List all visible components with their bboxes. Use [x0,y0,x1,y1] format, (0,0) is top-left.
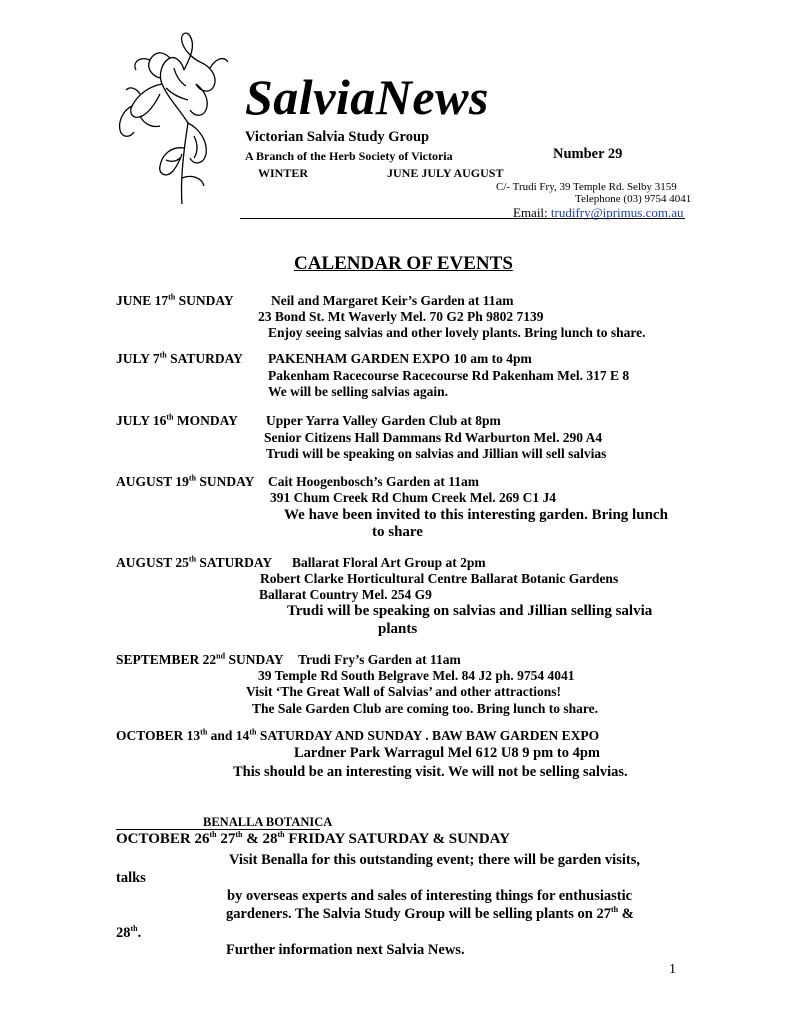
event-title: Neil and Margaret Keir’s Garden at 11am [271,293,514,308]
season: WINTER [258,166,309,180]
event-address: 39 Temple Rd South Belgrave Mel. 84 J2 ph. 9754 4041 [258,668,575,683]
event-date: JULY 16th MONDAY [116,412,238,428]
calendar-heading: CALENDAR OF EVENTS [294,253,513,274]
event-note-wrap: to share [372,524,423,540]
header-rule [240,218,685,219]
months: JUNE JULY AUGUST [387,166,504,180]
email-link[interactable]: trudifry@iprimus.com.au [550,205,684,220]
event-address: Lardner Park Warragul Mel 612 U8 9 pm to 4pm [294,745,600,761]
event-note: Visit ‘The Great Wall of Salvias’ and other attractions! [246,684,561,699]
event-date: AUGUST 19th SUNDAY [116,473,255,489]
event-address: 391 Chum Creek Rd Chum Creek Mel. 269 C1 J4 [270,490,556,505]
event-note-wrap: plants [378,621,418,637]
benalla-dates: OCTOBER 26th 27th & 28th FRIDAY SATURDAY & SUNDAY [116,830,510,847]
event-title: Cait Hoogenbosch’s Garden at 11am [268,474,480,489]
branch-name: A Branch of the Herb Society of Victoria [245,149,453,163]
event-address: Senior Citizens Hall Dammans Rd Warburton Mel. 290 A4 [264,430,603,445]
event-title: Ballarat Floral Art Group at 2pm [292,555,486,570]
issue-number: Number 29 [553,146,623,162]
event-note: This should be an interesting visit. We will not be selling salvias. [233,764,628,780]
email-label: Email: [513,205,548,220]
event-date: AUGUST 25th SATURDAY [116,554,273,570]
benalla-heading: BENALLA BOTANICA [203,815,333,829]
event-title: PAKENHAM GARDEN EXPO 10 am to 4pm [268,351,532,366]
salvia-flower-drawing [110,28,235,206]
event-note-2: The Sale Garden Club are coming too. Bring lunch to share. [252,701,599,716]
newsletter-title: SalviaNews [245,69,489,125]
event-note: We will be selling salvias again. [268,384,449,399]
page-number: 1 [669,962,676,977]
event-address-2: Ballarat Country Mel. 254 G9 [259,587,432,602]
contact-address: C/- Trudi Fry, 39 Temple Rd. Selby 3159 [496,181,677,193]
benalla-text-wrap: talks [116,870,146,886]
benalla-text-wrap: 28th. [116,924,142,941]
event-title: Trudi Fry’s Garden at 11am [298,652,461,667]
event-date: OCTOBER 13th and 14th SATURDAY AND SUNDAY . BAW BAW GARDEN EXPO [116,727,600,743]
event-address: Pakenham Racecourse Racecourse Rd Pakenham Mel. 317 E 8 [268,368,630,383]
benalla-text: Visit Benalla for this outstanding event; there will be garden visits, [229,852,640,868]
org-name: Victorian Salvia Study Group [245,129,430,145]
event-address: Robert Clarke Horticultural Centre Ballarat Botanic Gardens [260,571,619,586]
event-title: Upper Yarra Valley Garden Club at 8pm [266,413,501,428]
event-note: Enjoy seeing salvias and other lovely plants. Bring lunch to share. [268,325,646,340]
benalla-text: by overseas experts and sales of interesting things for enthusiastic [227,888,633,904]
event-date: JUNE 17th SUNDAY [116,292,234,308]
contact-telephone: Telephone (03) 9754 4041 [575,193,692,205]
event-address: 23 Bond St. Mt Waverly Mel. 70 G2 Ph 9802 7139 [258,309,544,324]
event-note: Trudi will be speaking on salvias and Jillian will sell salvias [266,446,607,461]
event-note: Trudi will be speaking on salvias and Jillian selling salvia [287,603,653,619]
benalla-text: gardeners. The Salvia Study Group will be selling plants on 27th & [226,905,634,922]
event-date: JULY 7th SATURDAY [116,350,243,366]
benalla-text: Further information next Salvia News. [226,942,465,958]
event-note: We have been invited to this interesting garden. Bring lunch [284,507,668,523]
event-date: SEPTEMBER 22nd SUNDAY [116,651,284,667]
